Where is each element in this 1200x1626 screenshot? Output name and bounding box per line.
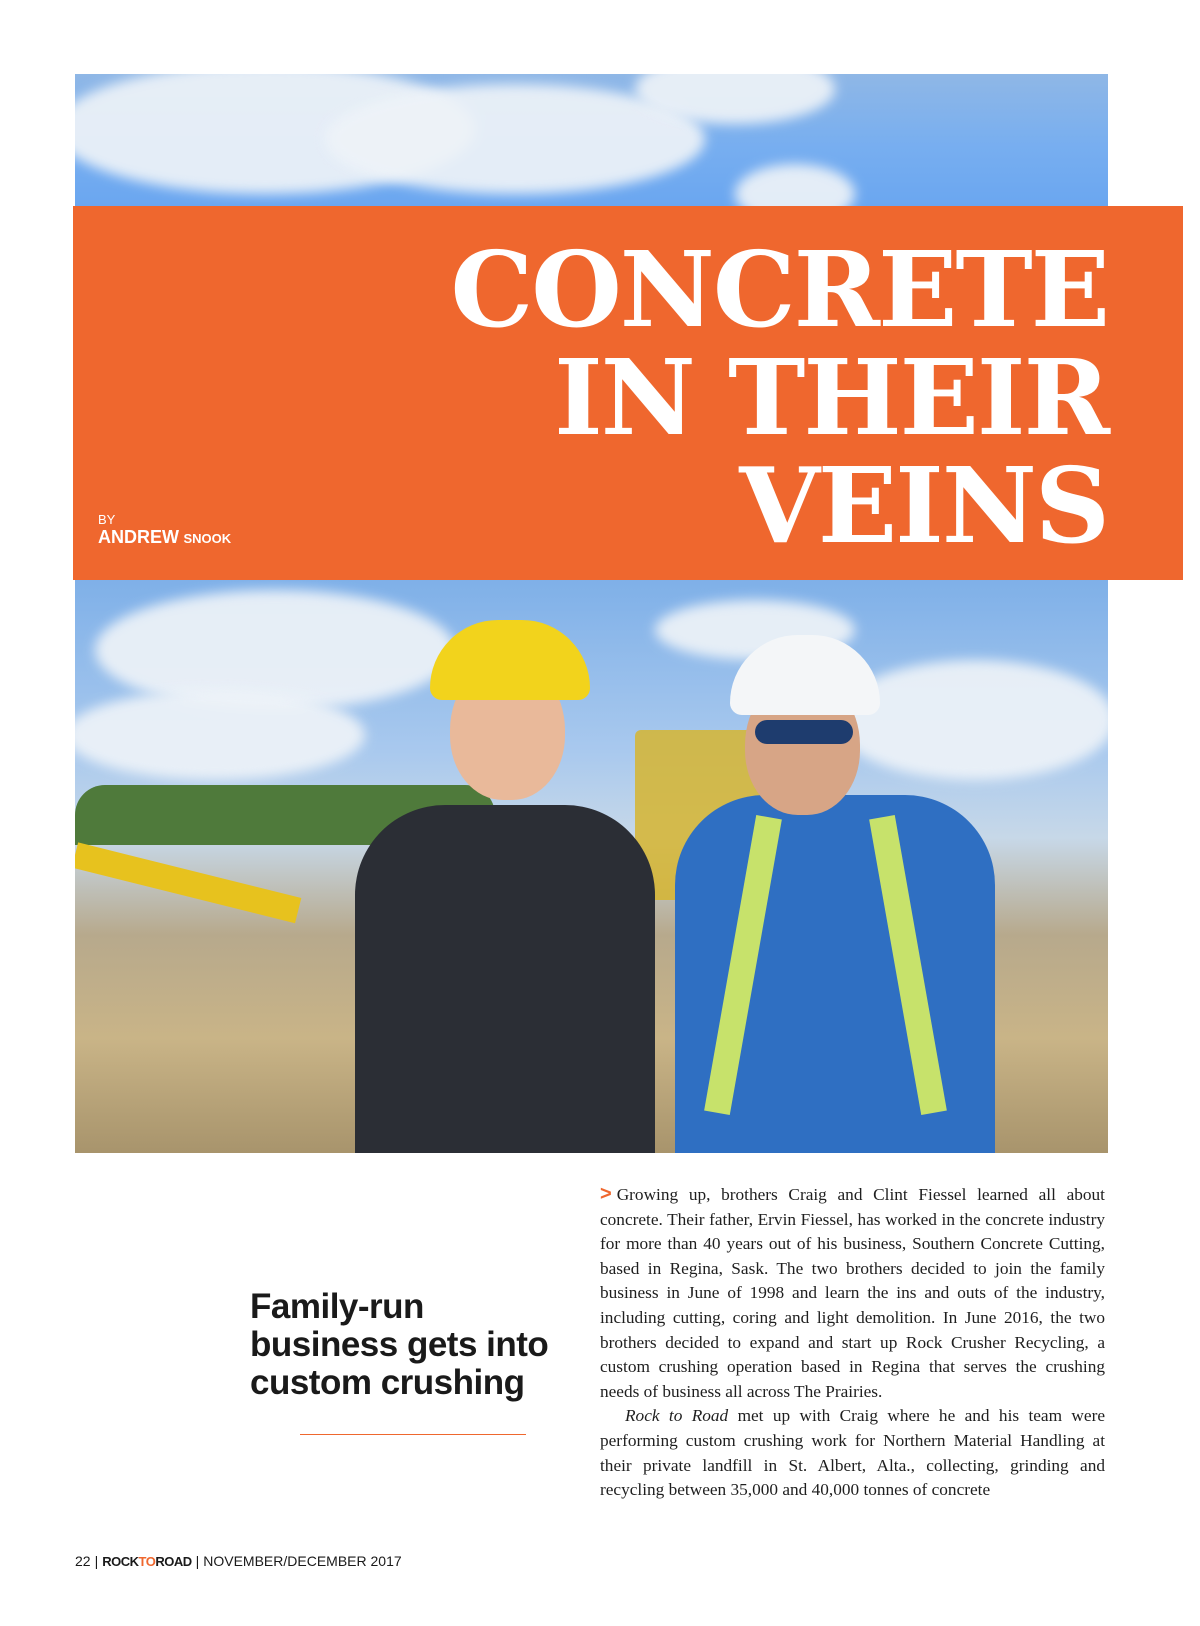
page-number: 22 — [75, 1553, 91, 1569]
byline — [98, 512, 231, 548]
yellow-hard-hat — [430, 620, 590, 700]
paragraph-2-text: met up with Craig where he and his team were performing custom crushing work for Northern Material Handling at their private landfill in St. Albert, Alta., collecting, grinding and recycling between 35,000 and 40,000 tonnes of concrete — [600, 1406, 1105, 1500]
sunglasses — [755, 720, 853, 744]
cloud — [95, 590, 455, 710]
logo-to: TO — [138, 1554, 156, 1569]
headline-line3: VEINS — [739, 444, 1108, 567]
author-first-name: ANDREW — [98, 527, 179, 547]
footer-separator: | — [94, 1553, 99, 1569]
article-paragraph — [600, 1404, 1105, 1502]
footer-separator: | — [195, 1553, 200, 1569]
author-last-name: SNOOK — [183, 531, 232, 546]
publication-name: Rock to Road — [625, 1406, 729, 1426]
feature-photo — [75, 580, 1108, 1153]
byline-by: BY — [98, 512, 116, 527]
paragraph-1-text: Growing up, brothers Craig and Clint Fiessel learned all about concrete. Their father, Ervin Fiessel, has worked in the concrete industry for more than 40 years out of his business, Southern Concrete Cutting, based in Regina, Sask. The two brothers decided to join the family business in June of 1998 and learn the ins and outs of the industry, including cutting, coring and light demolition. In June 2016, the two brothers decided to expand and start up Rock Crusher Recycling, a custom crushing operation based in Regina that serves the crushing needs of business all across The Prairies. — [600, 1185, 1105, 1401]
issue-date: NOVEMBER/DECEMBER 2017 — [203, 1553, 402, 1569]
headline-line1: CONCRETE — [450, 228, 1108, 351]
headline — [348, 228, 1108, 567]
chevron-right-icon: > — [600, 1183, 612, 1205]
logo-rock: ROCK — [102, 1554, 139, 1569]
magazine-logo — [102, 1554, 191, 1569]
deck-subhead: Family-run business gets into custom crushing — [250, 1287, 549, 1402]
conveyor — [75, 842, 301, 923]
logo-road: ROAD — [155, 1554, 192, 1569]
cloud — [75, 690, 365, 780]
person-left-body — [355, 805, 655, 1153]
article-paragraph — [600, 1182, 1105, 1404]
title-band — [73, 206, 1183, 580]
header-photo — [75, 74, 1108, 208]
page-footer — [75, 1553, 402, 1569]
headline-line2: IN THEIR — [554, 336, 1108, 459]
article-body — [600, 1182, 1105, 1503]
cloud — [735, 164, 855, 208]
cloud — [835, 660, 1108, 780]
deck-divider — [300, 1434, 526, 1435]
